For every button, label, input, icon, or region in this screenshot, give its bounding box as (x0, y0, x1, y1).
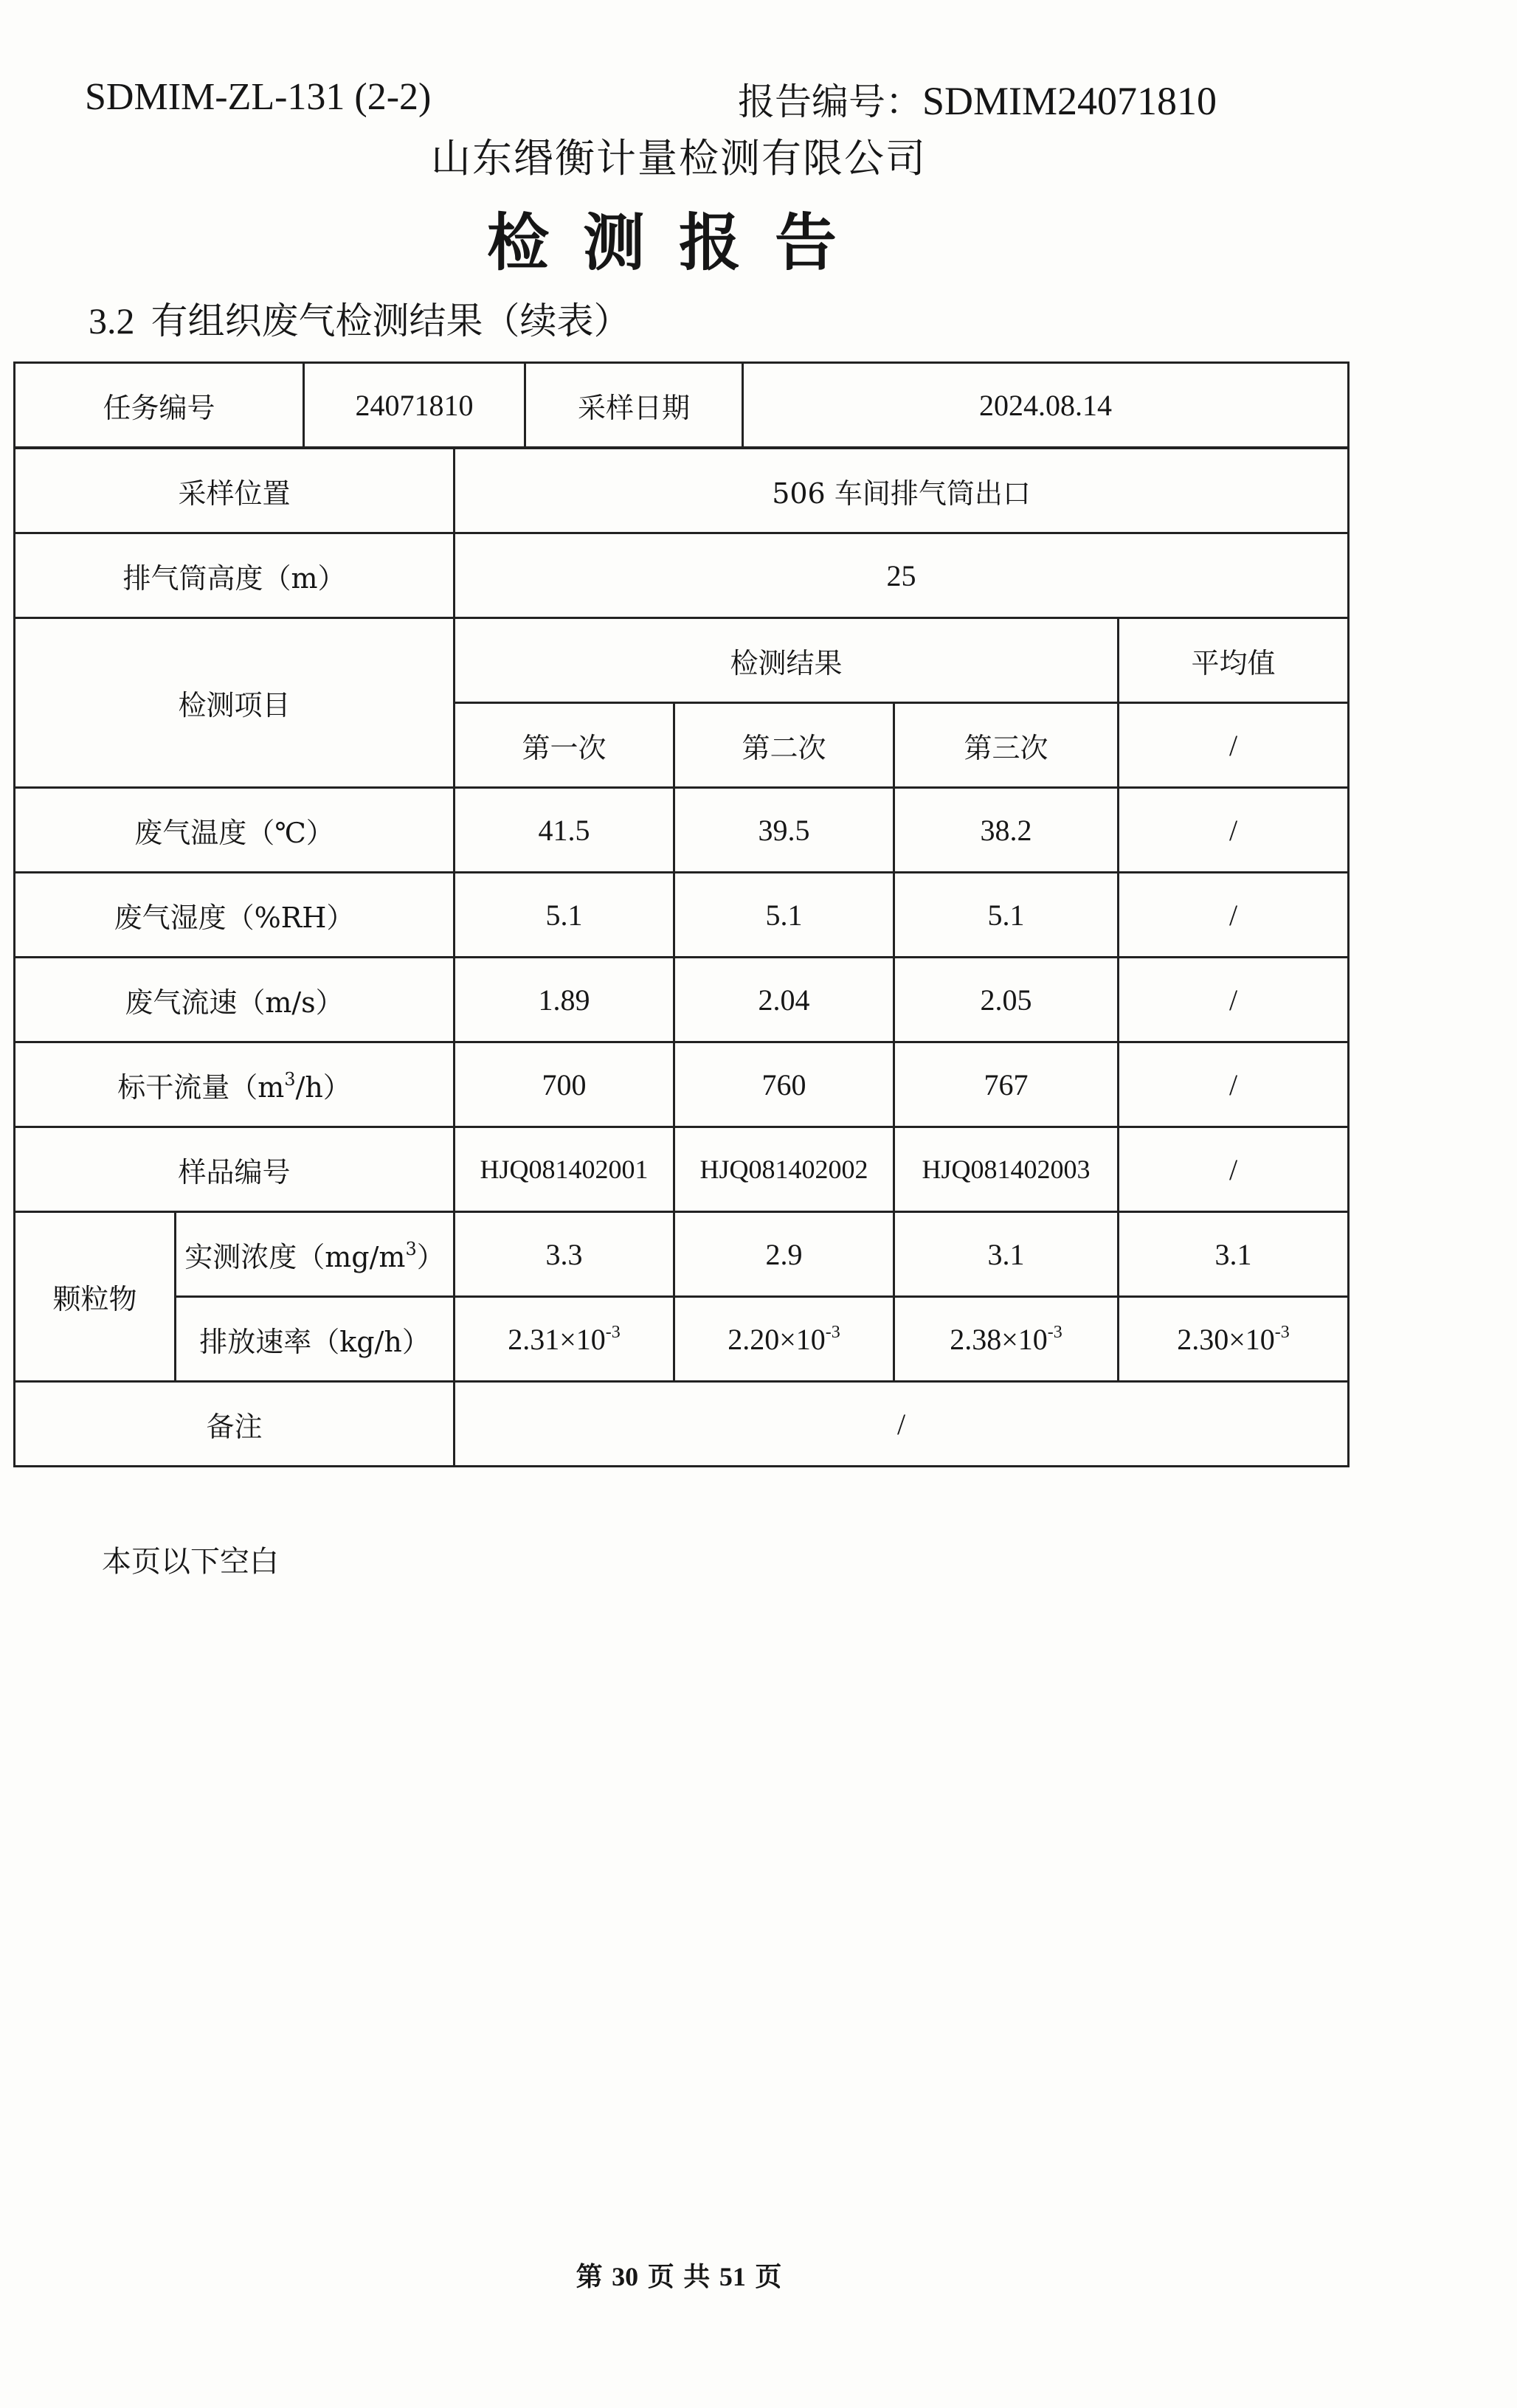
row-label-sup: 3 (405, 1238, 417, 1259)
run-2-header: 第二次 (674, 703, 894, 788)
cell-value: 2.05 (894, 958, 1119, 1042)
cell-value: 39.5 (674, 788, 894, 873)
table-row (15, 958, 1349, 1042)
stack-height-label: 排气筒高度（m） (15, 533, 455, 618)
page-number: 30 (612, 2262, 639, 2291)
table-row (15, 1382, 1349, 1467)
task-number-value: 24071810 (304, 363, 525, 448)
cell-value: 1.89 (455, 958, 674, 1042)
report-number-value: SDMIM24071810 (922, 79, 1217, 123)
page-footer (0, 2256, 1358, 2294)
footer-text: 页 (755, 2261, 782, 2292)
row-label: 样品编号 (15, 1127, 455, 1212)
cell-value: 767 (894, 1042, 1119, 1127)
cell-value: 5.1 (455, 873, 674, 958)
table-row (15, 618, 1349, 703)
sample-date-label: 采样日期 (525, 363, 743, 448)
rate-exponent: -3 (825, 1322, 840, 1342)
task-number-label: 任务编号 (15, 363, 304, 448)
cell-average: / (1119, 1042, 1349, 1127)
row-label-text: 标干流量（m (117, 1070, 285, 1104)
rate-mantissa: 2.30×10 (1177, 1322, 1275, 1356)
cell-average (1119, 1297, 1349, 1382)
table-row (15, 1212, 1349, 1297)
row-label: 废气温度（℃） (15, 788, 455, 873)
table-row (15, 873, 1349, 958)
section-number: 3.2 (89, 300, 135, 342)
results-table (13, 361, 1350, 449)
particulate-label: 颗粒物 (15, 1212, 176, 1382)
footer-text: 第 (576, 2261, 603, 2292)
row-label: 排放速率（kg/h） (176, 1297, 455, 1382)
run-1-header: 第一次 (455, 703, 674, 788)
rate-exponent: -3 (605, 1322, 621, 1342)
average-header: 平均值 (1119, 618, 1349, 703)
cell-value: 2.04 (674, 958, 894, 1042)
results-table-body (13, 447, 1350, 1467)
table-row (15, 449, 1349, 533)
cell-average: / (1119, 1127, 1349, 1212)
cell-value: HJQ081402003 (894, 1127, 1119, 1212)
test-item-header: 检测项目 (15, 618, 455, 788)
section-title: 有组织废气检测结果（续表） (151, 300, 631, 342)
blank-page-note: 本页以下空白 (102, 1545, 279, 1579)
table-row (15, 1127, 1349, 1212)
rate-mantissa: 2.31×10 (508, 1322, 606, 1356)
cell-value (455, 1297, 674, 1382)
report-number (738, 72, 1217, 125)
rate-mantissa: 2.38×10 (950, 1322, 1048, 1356)
cell-value: 41.5 (455, 788, 674, 873)
table-row (15, 363, 1349, 448)
company-name: 山东缗衡计量检测有限公司 (431, 135, 927, 181)
cell-value: HJQ081402001 (455, 1127, 674, 1212)
average-na: / (1119, 703, 1349, 788)
table-row (15, 1042, 1349, 1127)
stack-height-value: 25 (455, 533, 1349, 618)
cell-average: 3.1 (1119, 1212, 1349, 1297)
report-number-label: 报告编号： (738, 80, 922, 123)
run-3-header: 第三次 (894, 703, 1119, 788)
cell-value: 5.1 (894, 873, 1119, 958)
report-title: 检测报告 (486, 206, 871, 279)
row-label (176, 1212, 455, 1297)
rate-mantissa: 2.20×10 (728, 1322, 826, 1356)
row-label: 废气湿度（%RH） (15, 873, 455, 958)
cell-value: 5.1 (674, 873, 894, 958)
footer-text: 页 共 (647, 2261, 711, 2292)
rate-exponent: -3 (1047, 1322, 1062, 1342)
cell-value: HJQ081402002 (674, 1127, 894, 1212)
row-label: 废气流速（m/s） (15, 958, 455, 1042)
row-label-text: ） (416, 1240, 445, 1273)
cell-value (674, 1297, 894, 1382)
table-row (15, 533, 1349, 618)
cell-value: 38.2 (894, 788, 1119, 873)
section-heading (89, 291, 631, 345)
sample-date-value: 2024.08.14 (743, 363, 1349, 448)
cell-value: 3.3 (455, 1212, 674, 1297)
row-label-text: 实测浓度（mg/m (184, 1240, 406, 1273)
cell-average: / (1119, 788, 1349, 873)
cell-value (894, 1297, 1119, 1382)
remark-label: 备注 (15, 1382, 455, 1467)
cell-value: 760 (674, 1042, 894, 1127)
page-total: 51 (719, 2262, 746, 2291)
location-value: 506 车间排气筒出口 (455, 449, 1349, 533)
row-label-sup: 3 (284, 1068, 296, 1090)
cell-value: 3.1 (894, 1212, 1119, 1297)
cell-value: 2.9 (674, 1212, 894, 1297)
table-row (15, 1297, 1349, 1382)
row-label (15, 1042, 455, 1127)
rate-exponent: -3 (1274, 1322, 1290, 1342)
table-row (15, 788, 1349, 873)
remark-value: / (455, 1382, 1349, 1467)
cell-average: / (1119, 873, 1349, 958)
document-code: SDMIM-ZL-131 (2-2) (85, 76, 432, 118)
row-label-text: /h） (295, 1070, 351, 1104)
test-result-header: 检测结果 (455, 618, 1119, 703)
location-label: 采样位置 (15, 449, 455, 533)
cell-average: / (1119, 958, 1349, 1042)
cell-value: 700 (455, 1042, 674, 1127)
